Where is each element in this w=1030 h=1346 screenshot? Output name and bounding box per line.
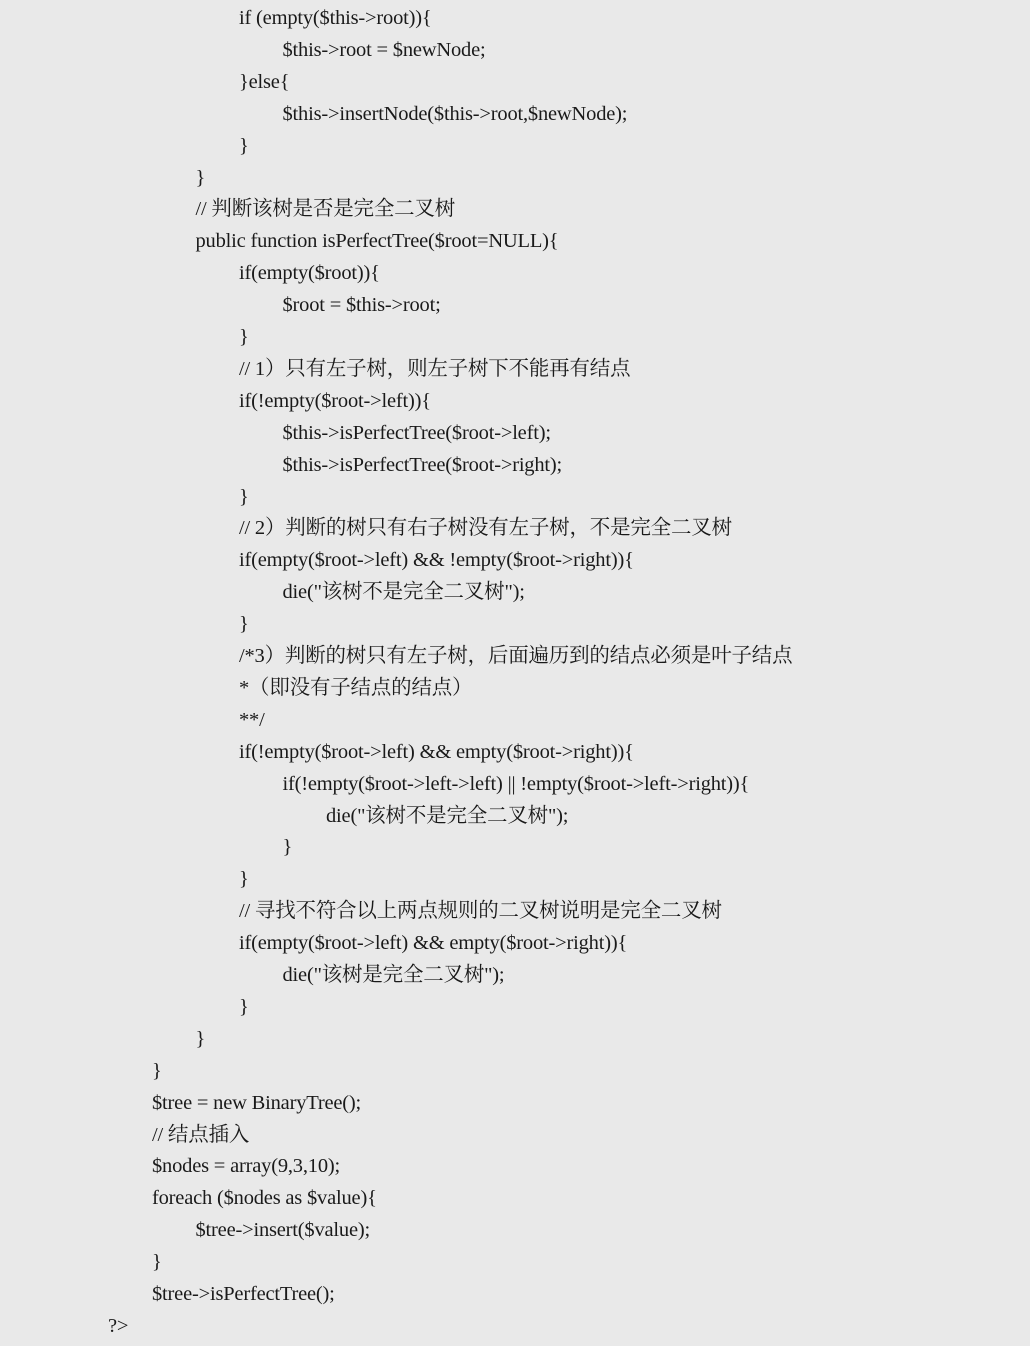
code-line: } bbox=[239, 868, 249, 891]
code-line: } bbox=[239, 134, 249, 157]
code-line: foreach ($nodes as $value){ bbox=[152, 1187, 377, 1210]
code-line: // 2）判断的树只有右子树没有左子树，不是完全二叉树 bbox=[239, 517, 732, 540]
code-line: $this->isPerfectTree($root->left); bbox=[282, 421, 551, 444]
code-line: /*3）判断的树只有左子树，后面遍历到的结点必须是叶子结点 bbox=[239, 645, 793, 667]
code-line: } bbox=[239, 995, 249, 1018]
code-line: if(empty($root->left) && !empty($root->right)){ bbox=[239, 549, 634, 572]
code-line: *（即没有子结点的结点） bbox=[239, 676, 473, 699]
code-line: $tree->insert($value); bbox=[195, 1219, 370, 1242]
code-line: }else{ bbox=[239, 70, 290, 93]
code-line: // 1）只有左子树，则左子树下不能再有结点 bbox=[239, 357, 631, 380]
code-line: $this->isPerfectTree($root->right); bbox=[282, 453, 563, 476]
code-line: } bbox=[152, 1059, 162, 1082]
code-line: $tree->isPerfectTree(); bbox=[152, 1283, 335, 1305]
code-line: if(empty($root)){ bbox=[239, 262, 380, 285]
code-line: // 结点插入 bbox=[152, 1123, 250, 1146]
code-line: die("该树不是完全二叉树"); bbox=[326, 804, 569, 827]
code-line: } bbox=[239, 485, 249, 508]
code-line: if(!empty($root->left)){ bbox=[239, 389, 431, 412]
code-line: $this->root = $newNode; bbox=[282, 38, 486, 61]
code-line: $root = $this->root; bbox=[282, 294, 441, 317]
code-line: // 判断该树是否是完全二叉树 bbox=[195, 198, 456, 221]
code-line: if(empty($root->left) && empty($root->right)){ bbox=[239, 932, 628, 955]
code-line: $nodes = array(9,3,10); bbox=[152, 1155, 340, 1178]
code-line: } bbox=[239, 326, 249, 348]
code-line: $tree = new BinaryTree(); bbox=[152, 1091, 362, 1114]
code-line: if(!empty($root->left) && empty($root->right)){ bbox=[239, 740, 634, 763]
code-line: if(!empty($root->left->left) || !empty($root->left->right)){ bbox=[282, 772, 750, 795]
code-line: } bbox=[152, 1251, 162, 1274]
code-line: } bbox=[195, 1027, 206, 1050]
code-line: ?> bbox=[108, 1314, 129, 1337]
code-line: } bbox=[239, 613, 249, 636]
code-line: public function isPerfectTree($root=NULL){ bbox=[195, 230, 559, 253]
code-line: } bbox=[282, 836, 293, 859]
code-line: // 寻找不符合以上两点规则的二叉树说明是完全二叉树 bbox=[239, 900, 722, 923]
code-line: } bbox=[195, 166, 206, 189]
code-line: $this->insertNode($this->root,$newNode); bbox=[282, 102, 628, 125]
code-line: if (empty($this->root)){ bbox=[239, 7, 432, 29]
code-line: die("该树不是完全二叉树"); bbox=[282, 581, 525, 604]
code-line: die("该树是完全二叉树"); bbox=[282, 964, 505, 986]
code-line: **/ bbox=[239, 708, 265, 731]
